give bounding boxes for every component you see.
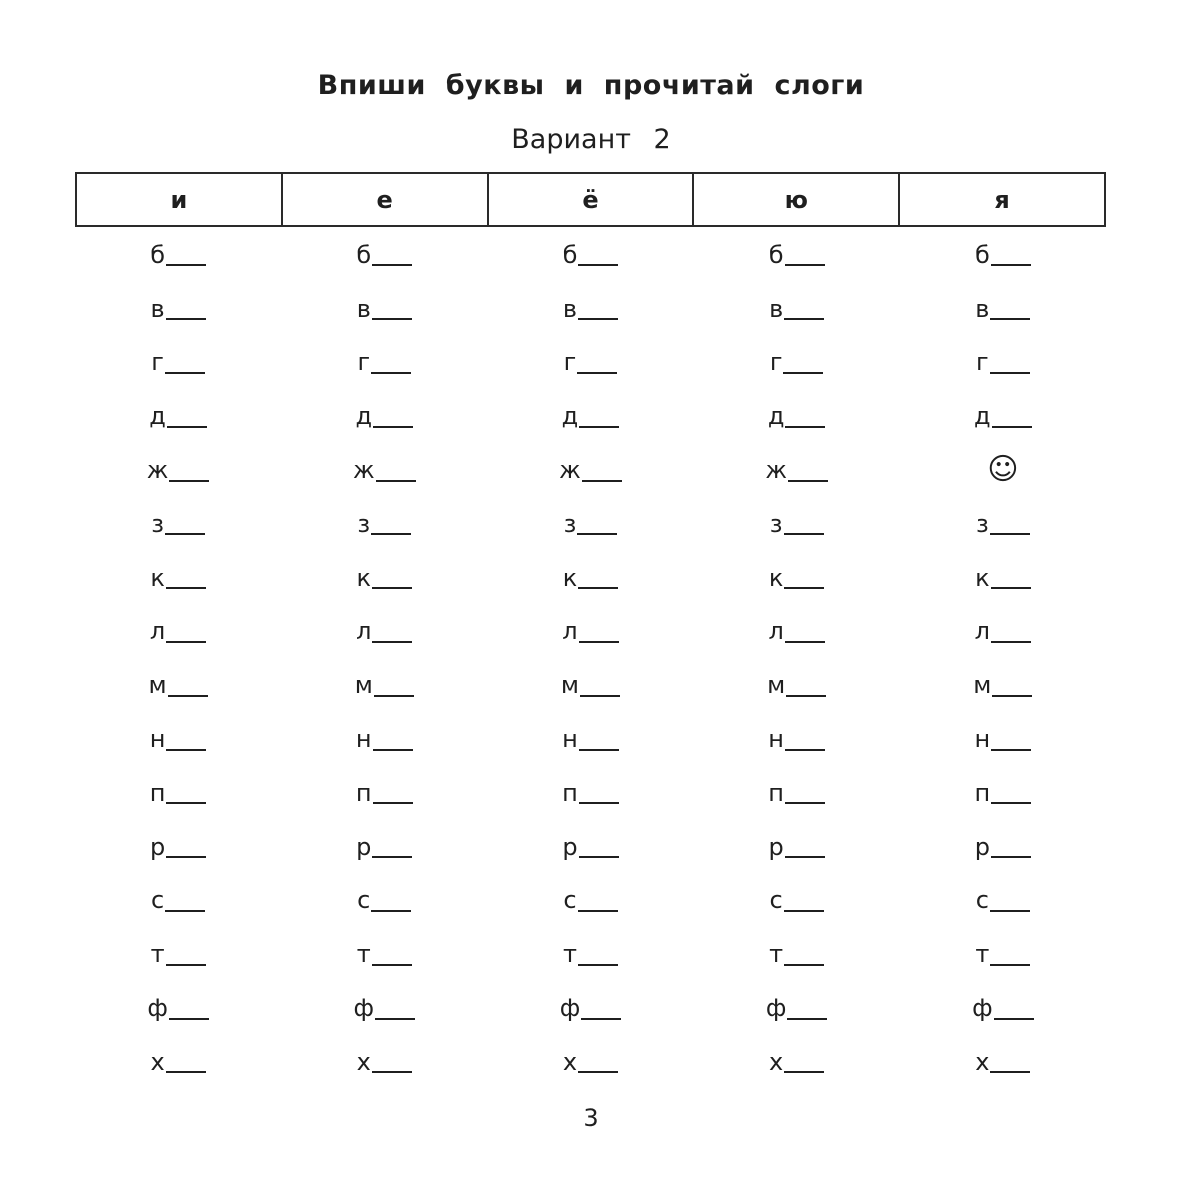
blank-line[interactable] xyxy=(990,512,1030,535)
syllable-cell xyxy=(151,874,205,928)
blank-line[interactable] xyxy=(784,512,824,535)
blank-line[interactable] xyxy=(578,889,618,912)
blank-line[interactable] xyxy=(785,243,825,266)
consonant-letter: к xyxy=(150,563,165,592)
syllable-cell xyxy=(975,228,1031,282)
blank-line[interactable] xyxy=(994,997,1034,1020)
syllable-cell xyxy=(564,336,618,390)
consonant-letter: к xyxy=(768,563,784,592)
syllable-column xyxy=(487,228,693,1089)
blank-line[interactable] xyxy=(990,297,1030,320)
consonant-letter: н xyxy=(562,725,578,754)
consonant-letter: х xyxy=(975,1047,990,1076)
syllable-cell xyxy=(356,820,412,874)
consonant-letter: х xyxy=(150,1047,165,1076)
blank-line[interactable] xyxy=(783,351,823,374)
syllable-cell xyxy=(976,497,1030,551)
blank-line[interactable] xyxy=(166,1050,206,1073)
blank-line[interactable] xyxy=(372,1050,412,1073)
consonant-letter: с xyxy=(563,886,577,915)
syllable-cell xyxy=(151,927,206,981)
blank-line[interactable] xyxy=(371,512,411,535)
consonant-letter: т xyxy=(356,940,371,969)
syllable-cell xyxy=(357,1035,412,1089)
blank-line[interactable] xyxy=(580,674,620,697)
blank-line[interactable] xyxy=(991,835,1031,858)
syllable-cell xyxy=(769,551,825,605)
consonant-letter: д xyxy=(974,402,991,431)
syllable-cell xyxy=(562,766,619,820)
syllable-cell xyxy=(563,282,618,336)
consonant-letter: г xyxy=(976,348,989,377)
blank-line[interactable] xyxy=(991,243,1031,266)
syllable-cell xyxy=(357,874,411,928)
blank-line[interactable] xyxy=(990,1050,1030,1073)
syllable-cell xyxy=(564,497,618,551)
blank-line[interactable] xyxy=(991,728,1031,751)
blank-line[interactable] xyxy=(375,997,415,1020)
syllable-cell xyxy=(768,605,824,659)
blank-line[interactable] xyxy=(785,835,825,858)
consonant-letter: б xyxy=(974,240,990,269)
syllable-cell xyxy=(976,874,1030,928)
blank-line[interactable] xyxy=(784,297,824,320)
consonant-letter: м xyxy=(767,671,786,700)
syllable-cell xyxy=(975,551,1031,605)
consonant-letter: х xyxy=(562,1047,578,1076)
consonant-letter: ф xyxy=(765,994,787,1023)
consonant-letter: л xyxy=(356,617,372,646)
blank-line[interactable] xyxy=(372,297,412,320)
consonant-letter: н xyxy=(355,725,372,754)
blank-line[interactable] xyxy=(784,943,824,966)
consonant-letter: ж xyxy=(146,456,169,485)
consonant-letter: х xyxy=(356,1047,371,1076)
consonant-letter: л xyxy=(562,617,578,646)
syllable-grid xyxy=(75,228,1106,1089)
syllable-cell xyxy=(561,658,620,712)
syllable-cell xyxy=(150,712,207,766)
blank-line[interactable] xyxy=(784,566,824,589)
syllable-cell xyxy=(975,282,1030,336)
blank-line[interactable] xyxy=(784,889,824,912)
syllable-cell xyxy=(354,981,416,1035)
blank-line[interactable] xyxy=(372,943,412,966)
consonant-letter: т xyxy=(769,940,784,969)
smiley-icon: ☺ xyxy=(987,452,1019,488)
syllable-column xyxy=(75,228,281,1089)
blank-line[interactable] xyxy=(577,512,617,535)
consonant-letter: п xyxy=(768,778,784,807)
consonant-letter: р xyxy=(149,832,166,861)
syllable-cell xyxy=(151,282,206,336)
consonant-letter: с xyxy=(769,886,783,915)
blank-line[interactable] xyxy=(169,997,209,1020)
vowel-header-cell: ю xyxy=(694,174,900,225)
blank-line[interactable] xyxy=(372,620,412,643)
syllable-cell xyxy=(768,766,825,820)
blank-line[interactable] xyxy=(579,781,619,804)
consonant-letter: т xyxy=(150,940,165,969)
consonant-letter: н xyxy=(149,725,166,754)
blank-line[interactable] xyxy=(165,351,205,374)
consonant-letter: с xyxy=(150,886,165,915)
blank-line[interactable] xyxy=(577,351,617,374)
syllable-cell xyxy=(150,766,207,820)
consonant-letter: в xyxy=(356,294,371,323)
consonant-letter: б xyxy=(356,240,372,269)
blank-line[interactable] xyxy=(376,459,416,482)
consonant-letter: ж xyxy=(352,456,375,485)
consonant-letter: п xyxy=(974,778,991,807)
syllable-cell xyxy=(973,658,1032,712)
consonant-letter: з xyxy=(151,509,164,538)
blank-line[interactable] xyxy=(372,243,412,266)
consonant-letter: т xyxy=(975,940,990,969)
vowel-header-cell: е xyxy=(283,174,489,225)
blank-line[interactable] xyxy=(374,674,414,697)
syllable-cell xyxy=(147,443,210,497)
syllable-cell xyxy=(769,927,824,981)
consonant-letter: д xyxy=(355,402,373,431)
consonant-letter: п xyxy=(562,778,578,807)
syllable-cell xyxy=(770,497,824,551)
vowel-header-cell: и xyxy=(77,174,283,225)
syllable-cell xyxy=(976,336,1030,390)
syllable-cell xyxy=(765,443,828,497)
consonant-letter: л xyxy=(768,617,784,646)
consonant-letter: ф xyxy=(559,994,581,1023)
syllable-cell xyxy=(357,282,412,336)
blank-line[interactable] xyxy=(165,512,205,535)
syllable-cell xyxy=(768,389,826,443)
syllable-cell xyxy=(563,927,618,981)
syllable-cell xyxy=(975,605,1031,659)
consonant-letter: к xyxy=(975,563,990,592)
vowel-header-cell: ё xyxy=(489,174,695,225)
syllable-cell xyxy=(563,551,619,605)
blank-line[interactable] xyxy=(785,405,825,428)
blank-line[interactable] xyxy=(785,781,825,804)
consonant-letter: л xyxy=(149,617,166,646)
page-number: 3 xyxy=(583,1104,599,1132)
syllable-column xyxy=(694,228,900,1089)
blank-line[interactable] xyxy=(578,297,618,320)
consonant-letter: ф xyxy=(972,994,993,1023)
syllable-cell xyxy=(356,228,412,282)
syllable-cell xyxy=(562,712,619,766)
blank-line[interactable] xyxy=(785,620,825,643)
blank-line[interactable] xyxy=(991,781,1031,804)
syllable-cell xyxy=(975,1035,1030,1089)
consonant-letter: в xyxy=(975,294,990,323)
syllable-cell xyxy=(562,605,618,659)
consonant-letter: н xyxy=(768,725,784,754)
syllable-cell xyxy=(768,712,825,766)
consonant-letter: б xyxy=(150,240,165,269)
variant-label: Вариант 2 xyxy=(511,124,671,155)
consonant-letter: к xyxy=(562,563,578,592)
blank-line[interactable] xyxy=(373,405,413,428)
blank-line[interactable] xyxy=(578,1050,618,1073)
consonant-letter: м xyxy=(560,671,580,700)
blank-line[interactable] xyxy=(786,674,826,697)
blank-line[interactable] xyxy=(578,566,618,589)
syllable-cell xyxy=(147,981,209,1035)
syllable-cell xyxy=(975,820,1031,874)
blank-line[interactable] xyxy=(578,243,618,266)
blank-line[interactable] xyxy=(788,459,828,482)
blank-line[interactable] xyxy=(990,351,1030,374)
blank-line[interactable] xyxy=(167,405,207,428)
consonant-letter: ж xyxy=(765,456,787,485)
consonant-letter: р xyxy=(768,832,784,861)
blank-line[interactable] xyxy=(169,459,209,482)
consonant-letter: в xyxy=(769,294,784,323)
syllable-cell xyxy=(357,551,413,605)
syllable-cell xyxy=(767,658,826,712)
syllable-cell xyxy=(974,712,1031,766)
vowel-header-cell: я xyxy=(994,185,1010,214)
syllable-cell xyxy=(560,981,622,1035)
syllable-cell xyxy=(357,336,411,390)
blank-line[interactable] xyxy=(785,728,825,751)
blank-line[interactable] xyxy=(784,1050,824,1073)
blank-line[interactable] xyxy=(372,566,412,589)
blank-line[interactable] xyxy=(579,728,619,751)
syllable-cell xyxy=(770,874,824,928)
syllable-cell xyxy=(151,336,205,390)
consonant-letter: ж xyxy=(559,456,581,485)
blank-line[interactable] xyxy=(166,728,206,751)
syllable-cell xyxy=(149,658,208,712)
blank-line[interactable] xyxy=(166,620,206,643)
syllable-cell xyxy=(974,766,1031,820)
consonant-letter: р xyxy=(562,832,578,861)
blank-line[interactable] xyxy=(787,997,827,1020)
consonant-letter: м xyxy=(354,671,373,700)
consonant-letter: з xyxy=(769,509,783,538)
blank-line[interactable] xyxy=(579,405,619,428)
consonant-letter: д xyxy=(767,402,785,431)
blank-line[interactable] xyxy=(582,459,622,482)
blank-line[interactable] xyxy=(990,943,1030,966)
blank-line[interactable] xyxy=(166,566,206,589)
syllable-cell xyxy=(356,766,413,820)
blank-line[interactable] xyxy=(166,297,206,320)
consonant-letter: г xyxy=(357,348,371,377)
consonant-letter: б xyxy=(562,240,578,269)
syllable-cell xyxy=(356,605,412,659)
consonant-letter: в xyxy=(562,294,578,323)
syllable-cell xyxy=(150,820,206,874)
syllable-cell xyxy=(766,981,828,1035)
consonant-letter: м xyxy=(973,671,992,700)
consonant-letter: ф xyxy=(147,994,168,1023)
consonant-letter: р xyxy=(356,832,372,861)
smiley-cell xyxy=(987,443,1018,497)
syllable-cell xyxy=(353,443,416,497)
blank-line[interactable] xyxy=(371,351,411,374)
vowel-header-row xyxy=(75,172,1106,227)
blank-line[interactable] xyxy=(372,835,412,858)
consonant-letter: в xyxy=(150,294,165,323)
consonant-letter: з xyxy=(975,509,989,538)
consonant-letter: л xyxy=(974,617,991,646)
syllable-cell xyxy=(559,443,622,497)
consonant-letter: г xyxy=(151,348,164,377)
consonant-letter: г xyxy=(563,348,577,377)
blank-line[interactable] xyxy=(992,674,1032,697)
syllable-cell xyxy=(357,927,412,981)
syllable-column xyxy=(900,228,1106,1089)
consonant-letter: д xyxy=(561,402,579,431)
syllable-cell xyxy=(357,497,411,551)
syllable-cell xyxy=(150,605,206,659)
syllable-cell xyxy=(355,389,413,443)
syllable-cell xyxy=(563,874,617,928)
consonant-letter: с xyxy=(357,886,371,915)
consonant-letter: м xyxy=(148,671,167,700)
syllable-cell xyxy=(563,228,619,282)
blank-line[interactable] xyxy=(373,781,413,804)
blank-line[interactable] xyxy=(579,620,619,643)
consonant-letter: ф xyxy=(353,994,375,1023)
consonant-letter: п xyxy=(149,778,166,807)
blank-line[interactable] xyxy=(168,674,208,697)
syllable-cell xyxy=(562,820,618,874)
blank-line[interactable] xyxy=(166,943,206,966)
blank-line[interactable] xyxy=(990,889,1030,912)
syllable-cell xyxy=(355,658,414,712)
blank-line[interactable] xyxy=(373,728,413,751)
consonant-letter: б xyxy=(768,240,784,269)
blank-line[interactable] xyxy=(166,781,206,804)
syllable-cell xyxy=(563,1035,618,1089)
blank-line[interactable] xyxy=(166,243,206,266)
page-title: Впиши буквы и прочитай слоги xyxy=(317,70,865,101)
syllable-cell xyxy=(356,712,413,766)
consonant-letter: з xyxy=(563,509,577,538)
syllable-cell xyxy=(770,336,824,390)
consonant-letter: с xyxy=(975,886,989,915)
blank-line[interactable] xyxy=(579,835,619,858)
consonant-letter: п xyxy=(355,778,372,807)
syllable-cell xyxy=(972,981,1034,1035)
syllable-cell xyxy=(150,1035,205,1089)
syllable-cell xyxy=(149,389,207,443)
syllable-cell xyxy=(769,820,825,874)
syllable-cell xyxy=(974,389,1032,443)
blank-line[interactable] xyxy=(991,566,1031,589)
blank-line[interactable] xyxy=(581,997,621,1020)
consonant-letter: г xyxy=(769,348,783,377)
consonant-letter: р xyxy=(974,832,990,861)
blank-line[interactable] xyxy=(166,835,206,858)
syllable-cell xyxy=(769,282,824,336)
blank-line[interactable] xyxy=(371,889,411,912)
consonant-letter: х xyxy=(769,1047,784,1076)
blank-line[interactable] xyxy=(165,889,205,912)
syllable-cell xyxy=(562,389,620,443)
syllable-cell xyxy=(769,1035,824,1089)
syllable-cell xyxy=(769,228,825,282)
syllable-cell xyxy=(975,927,1030,981)
consonant-letter: к xyxy=(356,563,372,592)
consonant-letter: т xyxy=(562,940,577,969)
syllable-column xyxy=(281,228,487,1089)
blank-line[interactable] xyxy=(991,620,1031,643)
consonant-letter: н xyxy=(974,725,991,754)
blank-line[interactable] xyxy=(992,405,1032,428)
consonant-letter: д xyxy=(149,402,166,431)
syllable-cell xyxy=(150,228,206,282)
consonant-letter: з xyxy=(357,509,371,538)
blank-line[interactable] xyxy=(578,943,618,966)
syllable-cell xyxy=(151,497,205,551)
syllable-cell xyxy=(150,551,206,605)
